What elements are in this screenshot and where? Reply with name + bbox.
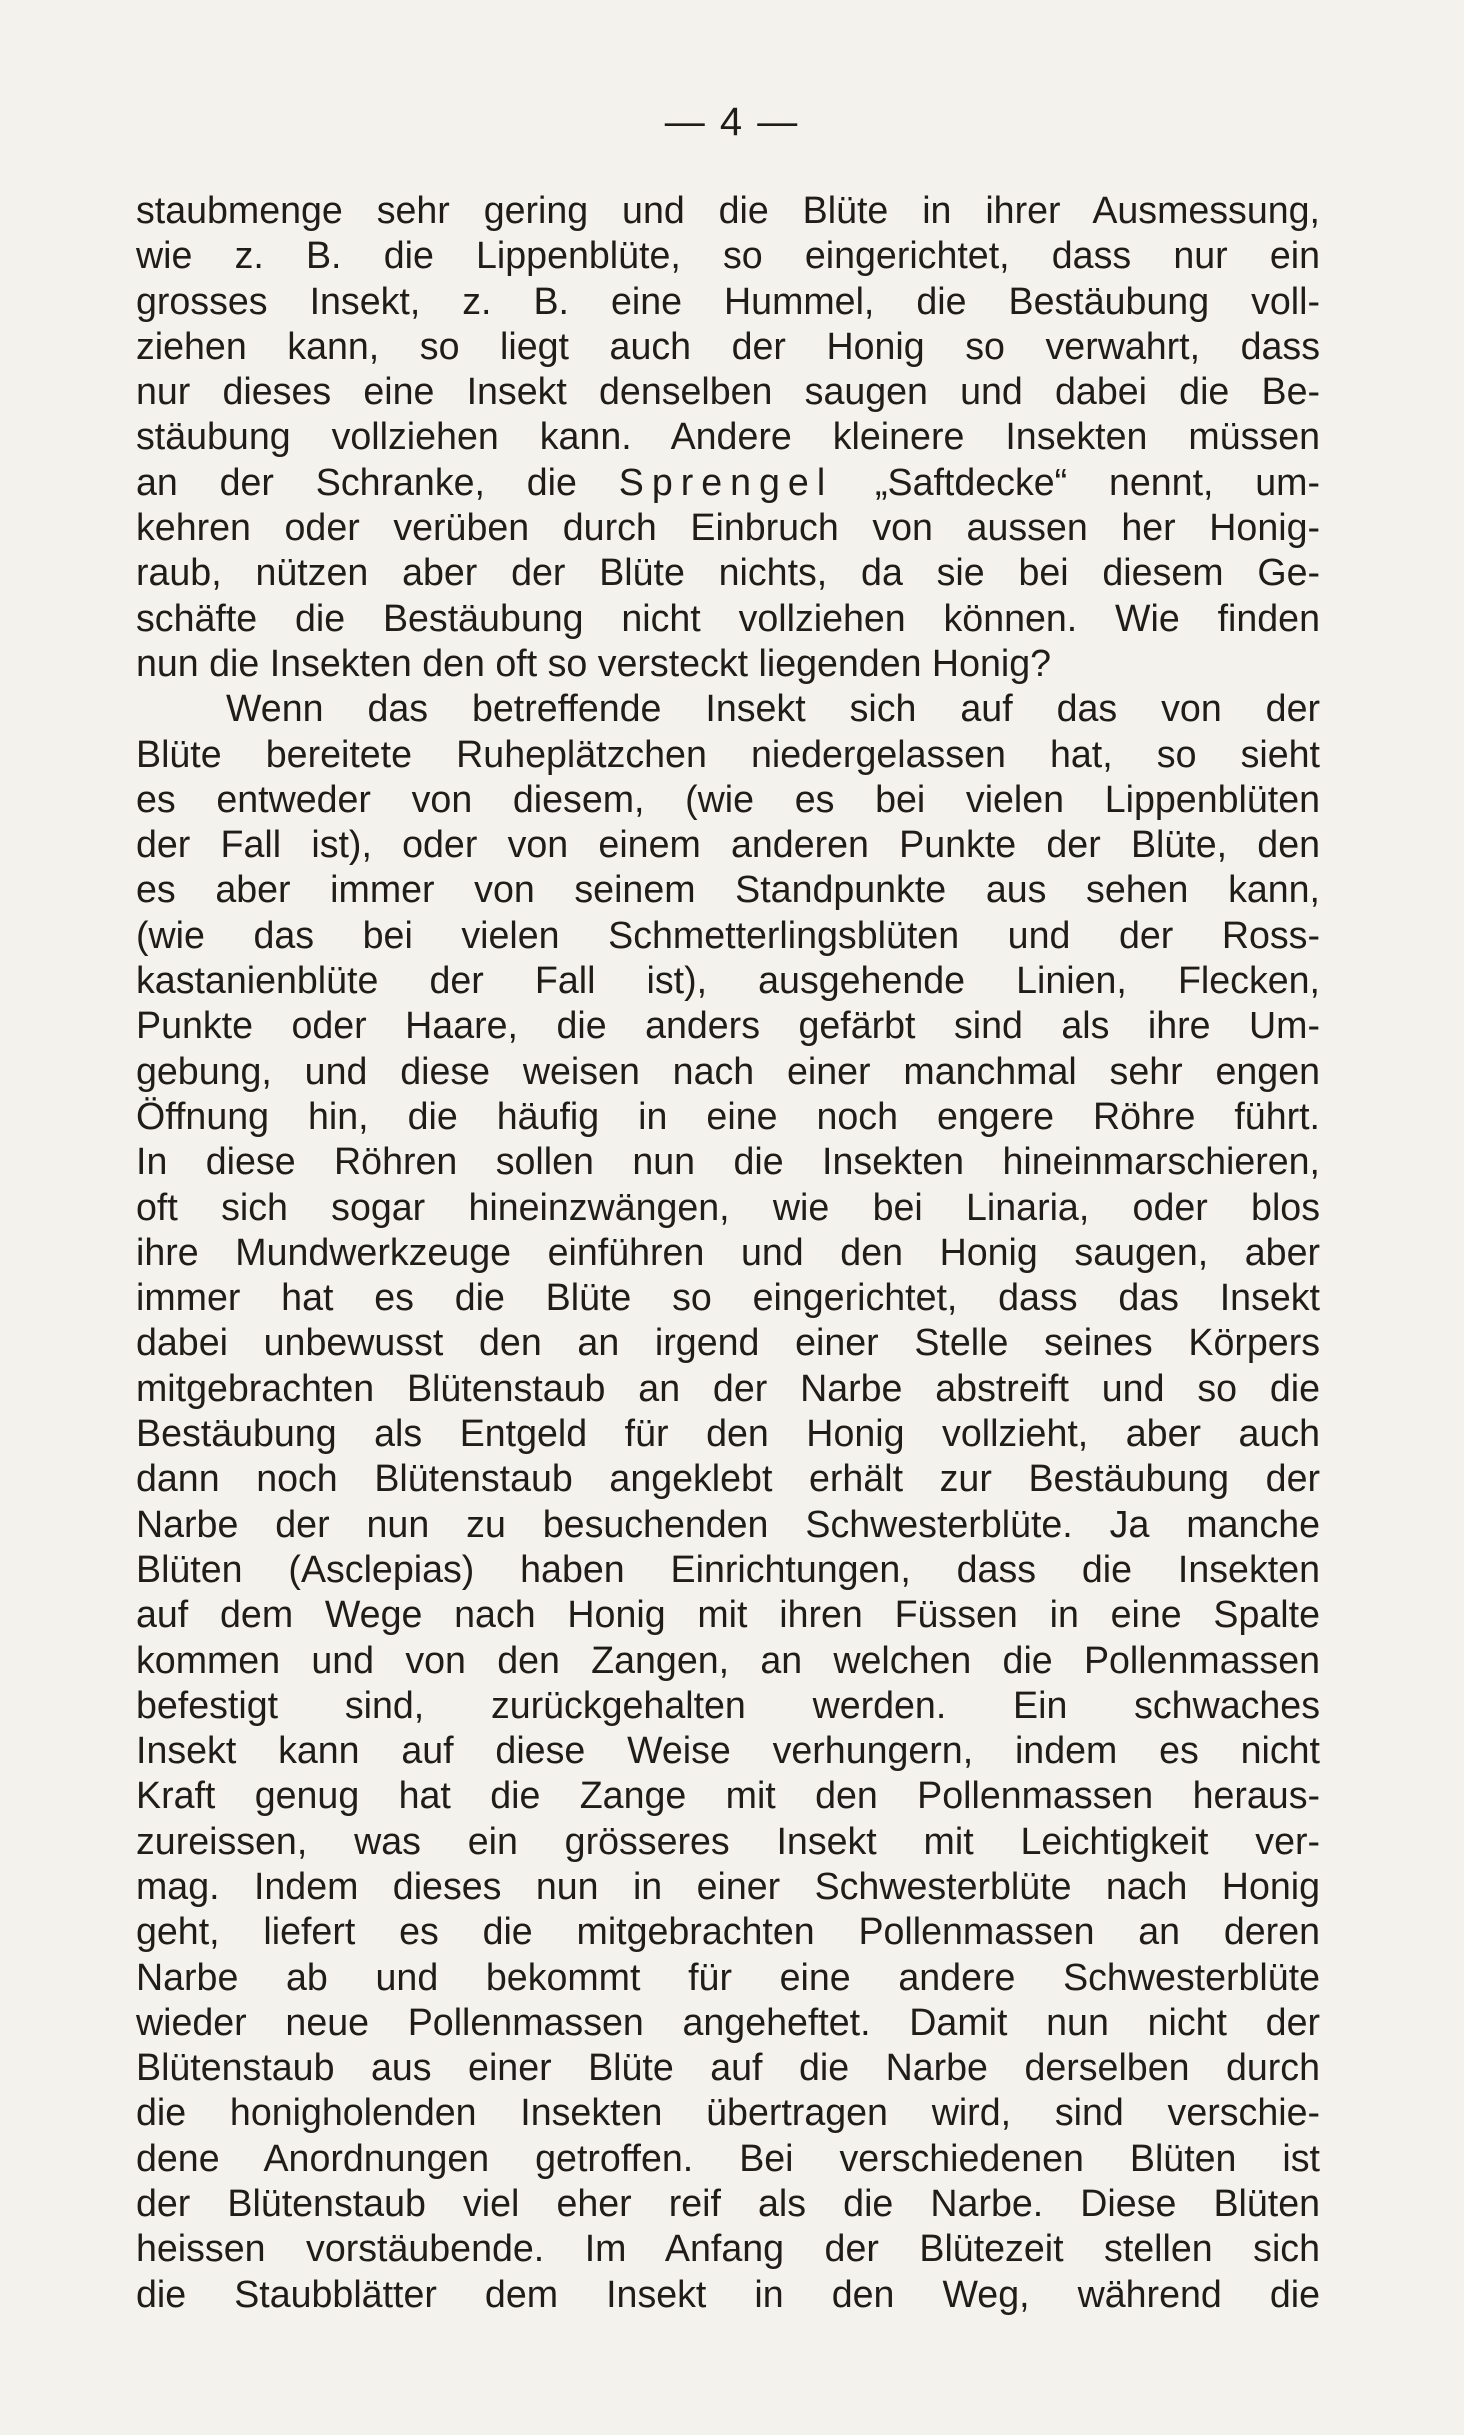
text-line: es entweder von diesem, (wie es bei vielen Lippenblüten [136, 777, 1320, 820]
text-line [136, 460, 1320, 505]
text-line: kommen und von den Zangen, an welchen die Pollenmassen [136, 1638, 1320, 1681]
text-line: zureissen, was ein grösseres Insekt mit Leichtigkeit ver- [136, 1819, 1320, 1862]
text-line: ihre Mundwerkzeuge einführen und den Honig saugen, aber [136, 1230, 1320, 1273]
text-line: Blüten (Asclepias) haben Einrichtungen, dass die Insekten [136, 1547, 1320, 1590]
text-line: Blütenstaub aus einer Blüte auf die Narbe derselben durch [136, 2046, 1320, 2089]
text-line: der Blütenstaub viel eher reif als die Narbe. Diese Blüten [136, 2182, 1320, 2225]
text-line: gebung, und diese weisen nach einer manchmal sehr engen [136, 1049, 1320, 1092]
text-line: der Fall ist), oder von einem anderen Punkte der Blüte, den [136, 823, 1320, 866]
body-text [136, 188, 1320, 2317]
text-line: immer hat es die Blüte so eingerichtet, dass das Insekt [136, 1276, 1320, 1319]
text-line: Narbe ab und bekommt für eine andere Schwesterblüte [136, 1955, 1320, 1998]
text-line: Kraft genug hat die Zange mit den Pollenmassen heraus- [136, 1774, 1320, 1817]
text-line: In diese Röhren sollen nun die Insekten hineinmarschieren, [136, 1140, 1320, 1183]
text-line: es aber immer von seinem Standpunkte aus sehen kann, [136, 868, 1320, 911]
text-line: nur dieses eine Insekt denselben saugen und dabei die Be- [136, 370, 1320, 413]
text-line: mitgebrachten Blütenstaub an der Narbe abstreift und so die [136, 1366, 1320, 1409]
text-line: Blüte bereitete Ruheplätzchen niedergelassen hat, so sieht [136, 732, 1320, 775]
text-line: kehren oder verüben durch Einbruch von aussen her Honig- [136, 506, 1320, 549]
text-line: dabei unbewusst den an irgend einer Stelle seines Körpers [136, 1321, 1320, 1364]
text-line: stäubung vollziehen kann. Andere kleinere Insekten müssen [136, 415, 1320, 458]
text-line: grosses Insekt, z. B. eine Hummel, die Bestäubung voll- [136, 279, 1320, 322]
text-line: ziehen kann, so liegt auch der Honig so verwahrt, dass [136, 324, 1320, 367]
text-segment: „Saftdecke“ nennt, um- [833, 460, 1320, 503]
text-line: dene Anordnungen getroffen. Bei verschiedenen Blüten ist [136, 2136, 1320, 2179]
text-line: (wie das bei vielen Schmetterlingsblüten und der Ross- [136, 913, 1320, 956]
text-line: mag. Indem dieses nun in einer Schwesterblüte nach Honig [136, 1864, 1320, 1907]
text-line: Öffnung hin, die häufig in eine noch engere Röhre führt. [136, 1094, 1320, 1137]
text-line: dann noch Blütenstaub angeklebt erhält zur Bestäubung der [136, 1457, 1320, 1500]
text-line: die honigholenden Insekten übertragen wird, sind verschie- [136, 2091, 1320, 2134]
text-line: schäfte die Bestäubung nicht vollziehen können. Wie finden [136, 596, 1320, 639]
text-line: nun die Insekten den oft so versteckt liegenden Honig? [136, 641, 1052, 684]
text-line: Punkte oder Haare, die anders gefärbt sind als ihre Um- [136, 1004, 1320, 1047]
text-line: Narbe der nun zu besuchenden Schwesterblüte. Ja manche [136, 1502, 1320, 1545]
text-segment: an der Schranke, die [136, 460, 619, 503]
text-line: Bestäubung als Entgeld für den Honig vollzieht, aber auch [136, 1412, 1320, 1455]
text-line: wieder neue Pollenmassen angeheftet. Damit nun nicht der [136, 2000, 1320, 2043]
text-line: auf dem Wege nach Honig mit ihren Füssen in eine Spalte [136, 1593, 1320, 1636]
text-line: befestigt sind, zurückgehalten werden. Ein schwaches [136, 1683, 1320, 1726]
text-line: geht, liefert es die mitgebrachten Pollenmassen an deren [136, 1910, 1320, 1953]
text-line: Insekt kann auf diese Weise verhungern, indem es nicht [136, 1729, 1320, 1772]
page-number: — 4 — [664, 100, 800, 144]
text-line: kastanienblüte der Fall ist), ausgehende Linien, Flecken, [136, 959, 1320, 1002]
text-line: oft sich sogar hineinzwängen, wie bei Linaria, oder blos [136, 1185, 1320, 1228]
text-line: die Staubblätter dem Insekt in den Weg, während die [136, 2272, 1320, 2315]
author-name-sprengel: Sprengel [618, 460, 834, 503]
text-line: staubmenge sehr gering und die Blüte in ihrer Ausmessung, [136, 189, 1320, 231]
paragraph-start-line: Wenn das betreffende Insekt sich auf das von der [226, 687, 1320, 730]
text-line: raub, nützen aber der Blüte nichts, da sie bei diesem Ge- [136, 551, 1320, 594]
text-line: heissen vorstäubende. Im Anfang der Blütezeit stellen sich [136, 2227, 1320, 2270]
text-line: wie z. B. die Lippenblüte, so eingerichtet, dass nur ein [136, 234, 1320, 277]
